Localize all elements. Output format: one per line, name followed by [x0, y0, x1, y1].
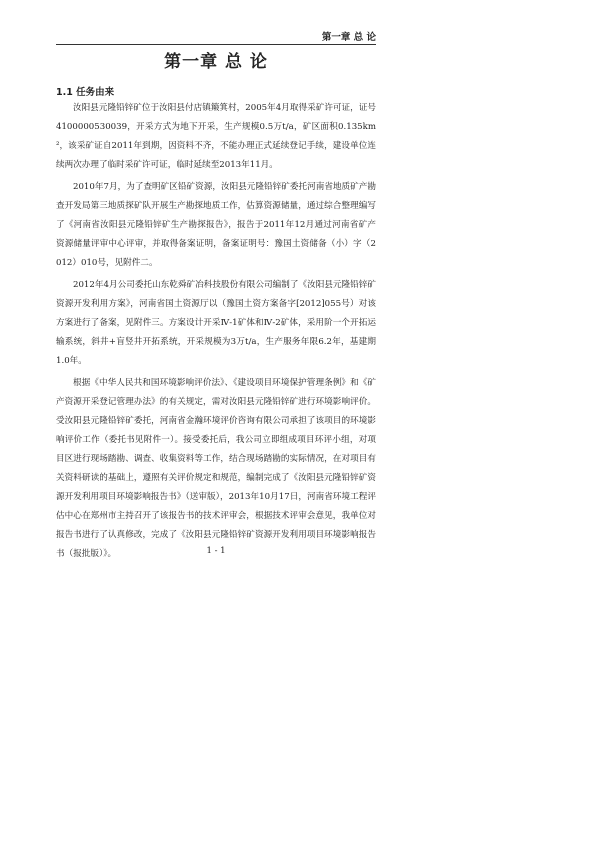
- body-text: [56, 99, 376, 567]
- header-rule: [56, 44, 376, 45]
- section-heading: 1.1 任务由来: [56, 87, 115, 98]
- running-header: 第一章 总 论: [321, 32, 376, 43]
- paragraph: 2010年7月，为了查明矿区铅矿资源，汝阳县元隆铅锌矿委托河南省地质矿产勘查开发局第三地质探矿队开展生产勘探地质工作，估算资源储量，通过综合整理编写了《河南省汝阳县元隆铅锌矿生产勘探报告》，报告于2011年12月通过河南省矿产资源储量评审中心评审，并取得备案证明，备案证明号：豫国土资储备（小）字（2012）010号，见附件二。: [56, 182, 376, 268]
- paragraph: 2012年4月公司委托山东乾舜矿冶科技股份有限公司编制了《汝阳县元隆铅锌矿资源开发利用方案》，河南省国土资源厅以（豫国土资方案备字[2012]055号）对该方案进行了备案，见附件三。方案设计开采Ⅳ-1矿体和Ⅳ-2矿体，采用阶一个开拓运输系统，斜井+盲竖井开拓系统，开采规模为3万t/a，生产服务年限6.2年，基建期1.0年。: [56, 280, 376, 366]
- paragraph: 根据《中华人民共和国环境影响评价法》、《建设项目环境保护管理条例》和《矿产资源开采登记管理办法》的有关规定，需对汝阳县元隆铅锌矿进行环境影响评价。受汝阳县元隆铅锌矿委托，河南省金瀚环境评价咨询有限公司承担了该项目的环境影响评价工作（委托书见附件一）。接受委托后，我公司立即组成项目环评小组，对项目区进行现场踏勘、调查、收集资料等工作，结合现场踏勘的实际情况，在对项目有关资料研读的基础上，遵照有关评价规定和规范，编制完成了《汝阳县元隆铅锌矿资源开发利用项目环境影响报告书》（送审版），2013年10月17日，河南省环境工程评估中心在郑州市主持召开了该报告书的技术评审会，根据技术评审会意见，我单位对报告书进行了认真修改，完成了《汝阳县元隆铅锌矿资源开发利用项目环境影响报告书（报批版）》。: [56, 378, 376, 559]
- chapter-title: 第一章 总 论: [164, 52, 268, 72]
- paragraph: 汝阳县元隆铅锌矿位于汝阳县付店镇簸箕村，2005年4月取得采矿许可证，证号4100000530039，开采方式为地下开采，生产规模0.5万t/a，矿区面积0.135km²，该采矿证自2011年到期，因资料不齐，不能办理正式延续登记手续，建设单位连续两次办理了临时采矿许可证，临时延续至2013年11月。: [56, 103, 376, 170]
- page-number: 1 - 1: [206, 546, 226, 556]
